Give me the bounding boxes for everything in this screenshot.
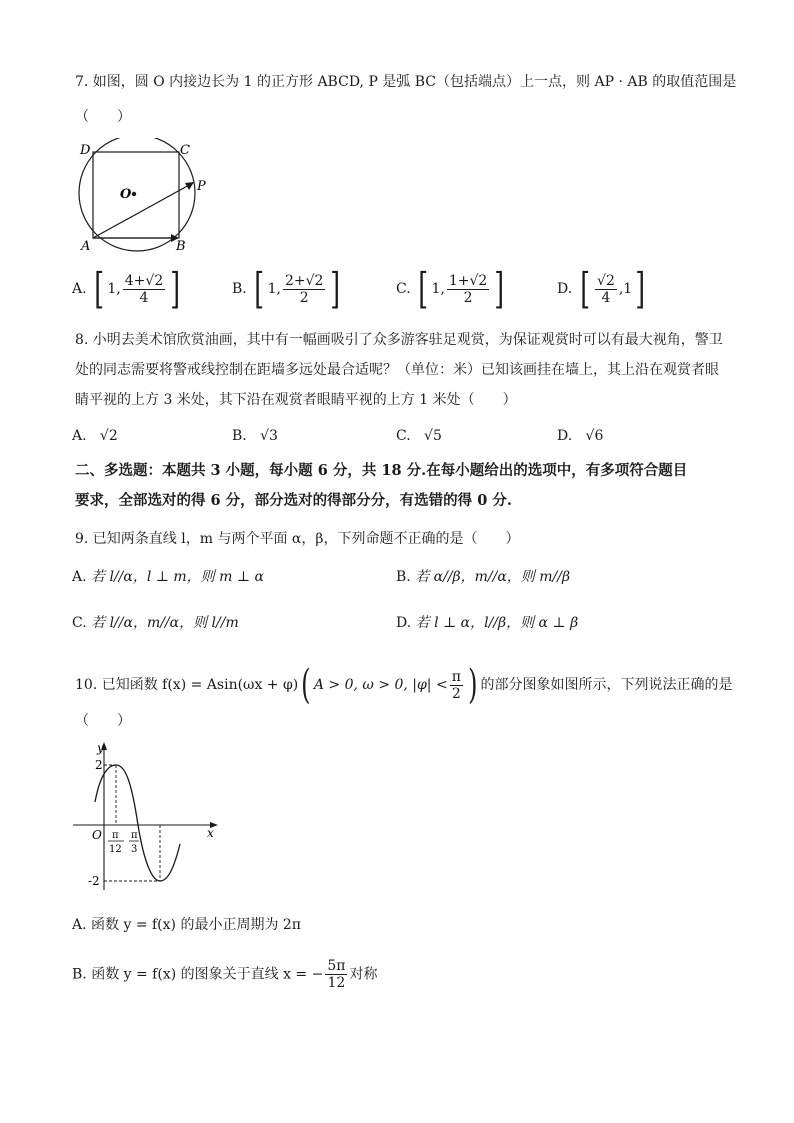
circle-o — [79, 138, 195, 251]
label-p: P — [197, 179, 206, 194]
q8-option-b[interactable]: B. √3 — [232, 428, 278, 444]
q9-option-c[interactable]: C. 若 l//α，m//α，则 l//m — [72, 615, 239, 631]
label-d: D — [80, 143, 91, 158]
q10-graph — [68, 740, 228, 900]
tick2-den: 3 — [131, 844, 138, 855]
q9-option-b[interactable]: B. 若 α//β，m//α，则 m//β — [396, 569, 571, 585]
q8-option-c[interactable]: C. √5 — [396, 428, 442, 444]
section2-line1: 二、多选题：本题共 3 小题，每小题 6 分，共 18 分.在每小题给出的选项中，有多项符合题目 — [75, 462, 688, 479]
x-axis-label: x — [207, 826, 214, 840]
y-max-label: 2 — [95, 758, 103, 772]
q8-option-d[interactable]: D. √6 — [557, 428, 604, 444]
q7-figure — [70, 138, 220, 253]
q10-paren: （ ） — [75, 713, 131, 729]
q7-option-c[interactable]: C. [ 1, $\frac{1+√2}{2}$ ] — [396, 264, 505, 313]
label-o: O — [120, 187, 132, 202]
q10-option-b[interactable]: B. 函数 y = f(x) 的图象关于直线 x = − $\frac{5\pi}{12}$ 对称 — [72, 958, 378, 991]
label-c: C — [180, 143, 190, 158]
vector-ap — [93, 184, 191, 238]
tick2-num: π — [131, 830, 138, 841]
label-a: A — [81, 239, 91, 253]
q9-option-a[interactable]: A. 若 l//α，l ⊥ m，则 m ⊥ α — [72, 569, 264, 585]
y-axis-label: y — [97, 741, 104, 755]
q7-option-a[interactable]: A. [ 1, $\frac{4+√2}{4}$ ] — [72, 264, 181, 313]
tick1-num: π — [112, 830, 119, 841]
tick1-den: 12 — [109, 844, 122, 855]
q7-paren: （ ） — [75, 109, 131, 125]
q8-line3: 睛平视的上方 3 米处，其下沿在观赏者眼睛平视的上方 1 米处（ ） — [75, 392, 517, 408]
q8-line2: 处的同志需要将警戒线控制在距墙多远处最合适呢？（单位：米）已知该画挂在墙上，其上沿在观赏者眼 — [75, 362, 719, 378]
section2-line2: 要求，全部选对的得 6 分，部分选对的得部分分，有选错的得 0 分. — [75, 492, 512, 509]
origin-label: O — [92, 828, 102, 842]
q8-line1: 8. 小明去美术馆欣赏油画，其中有一幅画吸引了众多游客驻足观赏，为保证观赏时可以有最大视角，警卫 — [75, 332, 723, 348]
sine-curve — [95, 765, 180, 881]
q7-stem: 7. 如图，圆 O 内接边长为 1 的正方形 ABCD, P 是弧 BC（包括端点）上一点，则 AP · AB 的取值范围是 — [75, 74, 737, 90]
q7-option-d[interactable]: D. [ $\frac{√2}{4}$ ,1] — [557, 264, 646, 313]
q9-option-d[interactable]: D. 若 l ⊥ α，l//β，则 α ⊥ β — [396, 615, 579, 631]
y-min-label: -2 — [88, 874, 100, 888]
square-abcd — [93, 152, 179, 238]
q10-option-a[interactable]: A. 函数 y = f(x) 的最小正周期为 2π — [72, 917, 302, 933]
q7-option-b[interactable]: B. [ 1, $\frac{2+√2}{2}$ ] — [232, 264, 341, 313]
q10-stem: 10. 已知函数 f(x) = Asin(ωx + φ)( A > 0, ω > 0, |φ| < $\frac{\pi}{2}$ ) 的部分图象如图所示，下列说法正确的是 — [75, 662, 733, 708]
label-b: B — [176, 239, 186, 253]
q8-option-a[interactable]: A. √2 — [72, 428, 118, 444]
q9-stem: 9. 已知两条直线 l，m 与两个平面 α，β，下列命题不正确的是（ ） — [75, 531, 520, 547]
